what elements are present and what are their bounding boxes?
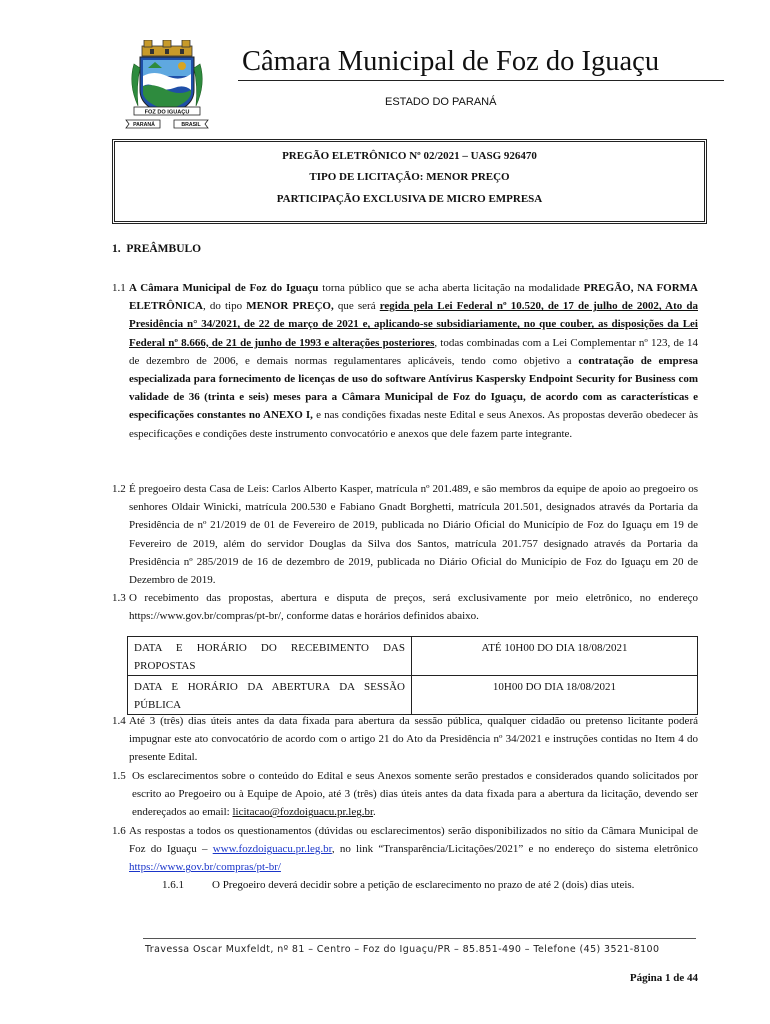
section-number: 1. [112,243,121,255]
contact-email-link[interactable]: licitacao@fozdoiguacu.pr.leg.br [232,806,374,819]
body-text: que será [333,300,380,313]
body-text: . [373,806,376,819]
paragraph-number: 1.1 [112,282,126,294]
paragraph-1-4 [112,712,698,767]
body-text: As respostas a todos os questionamentos (dúvidas ou esclarecimentos) serão disponibilizados no sítio da Câmara Municipal de Foz do Iguaçu – [129,825,698,856]
compras-link[interactable]: https://www.gov.br/compras/pt-br/ [129,861,281,874]
schedule-table [127,636,698,715]
crest-banner-top: FOZ DO IGUAÇU [144,109,190,116]
body-text: , do tipo [202,300,247,313]
paragraph-1-2 [112,480,698,589]
title-line-1: PREGÃO ELETRÔNICO Nº 02/2021 – UASG 926470 [282,150,537,162]
paragraph-number: 1.3 [112,592,126,604]
paragraph-number: 1.2 [112,483,126,495]
crest-banner-right: BRASIL [181,122,201,128]
body-text: , todas combinadas com a Lei Complementar nº 123, de 14 de dezembro de 2006, e demais normas regulamentares aplicáveis, tendo como objetivo a [129,336,698,367]
table-row [128,676,698,715]
paragraph-1-6-1 [162,876,698,895]
section-heading [112,243,201,255]
paragraph-1-3 [112,589,698,625]
table-cell-value: 10H00 DO DIA 18/08/2021 [412,676,698,715]
crown-icon [142,40,192,56]
header-divider [238,80,724,81]
paragraph-number: 1.6 [112,825,126,837]
contract-object-text: contratação de empresa especializada para fornecimento de licenças de uso do software Antívirus Kaspersky Endpoint Security for Business com validade de 36 (trinta e seis) meses para a Câmara Municipal de Foz do Iguaçu, de acordo com as características e especificações constantes no ANEXO I, [129,354,698,422]
paragraph-number: 1.6.1 [162,879,184,891]
paragraph-1-5 [112,767,698,822]
body-text: Até 3 (três) dias úteis antes da data fixada para abertura da sessão pública, qualquer cidadão ou pretenso licitante poderá impugnar este ato convocatório de acordo com o artigo 21 do Ato da Presidência nº 34/2021 e instruções contidas no Item 4 do presente Edital. [129,715,698,764]
title-line-2: TIPO DE LICITAÇÃO: MENOR PREÇO [309,171,510,183]
body-text: O recebimento das propostas, abertura e disputa de preços, será exclusivamente por meio eletrônico, no endereço https://www.gov.br/compras/pt-br/, conforme datas e horários definidos abaixo. [129,592,698,623]
table-cell-label: DATA E HORÁRIO DO RECEBIMENTO DAS PROPOSTAS [128,637,412,676]
paragraph-number: 1.4 [112,715,126,727]
paragraph-1-1 [112,279,698,443]
legal-basis-text: regida pela Lei Federal nº 10.520, de 17 de julho de 2002, Ato da Presidência n° 34/2021, de 22 de março de 2021 e, aplicando-se subsidiariamente, no que couber, as disposições da Lei Federal nº 8.666, de 21 de junho de 1993 e alterações posteriores [129,300,698,349]
title-line-3: PARTICIPAÇÃO EXCLUSIVA DE MICRO EMPRESA [276,193,543,205]
body-text: e nas condições fixadas neste Edital e seus Anexos. As propostas deverão obedecer às especificações e condições deste instrumento convocatório e anexos que dele fazem parte integrante. [129,409,698,440]
footer-divider [143,938,696,939]
section-title: PREÂMBULO [126,243,202,255]
municipal-crest-logo [124,40,210,132]
body-text: A Câmara Municipal de Foz do Iguaçu [129,282,319,294]
body-text: , no link “Transparência/Licitações/2021” e no endereço do sistema eletrônico [331,843,698,856]
body-text: É pregoeiro desta Casa de Leis: Carlos Alberto Kasper, matrícula nº 201.489, e são membros da equipe de apoio ao pregoeiro os senhores Oldair Winicki, matrícula 200.530 e Fabiano Gnadt Borghetti, matrícula 201.501, designados através da Portaria da Presidência de nº 21/2019 de 01 de Fevereiro de 2019, publicada no Diário Oficial do Município de Foz do Iguaçu em 19 de Fevereiro de 2019, além do servidor Douglas da Silva dos Santos, matrícula 201.757 designado através da Portaria da Presidência nº 285/2019 de 16 de dezembro de 2019, publicada no Diário Oficial do Município de Foz do Iguaçu em 20 de Dezembro de 2019. [129,483,698,587]
page-total: 44 [687,972,698,984]
page-number [630,972,698,984]
footer-address: Travessa Oscar Muxfeldt, nº 81 – Centro – Foz do Iguaçu/PR – 85.851-490 – Telefone (45) 3521-8100 [145,944,660,955]
page-label: Página [629,972,665,984]
page-current: 1 [665,972,671,984]
body-text: Os esclarecimentos sobre o conteúdo do Edital e seus Anexos somente serão prestados e considerados quando solicitados por escrito ao Pregoeiro ou à Equipe de Apoio, até 3 (três) dias úteis antes da data fixada para a abertura da licitação, devendo ser endereçados ao email: [132,770,698,819]
paragraph-1-6 [112,822,698,877]
body-text: O Pregoeiro deverá decidir sobre a petição de esclarecimento no prazo de até 2 (dois) dias uteis. [212,879,635,891]
paragraph-number: 1.5 [112,770,126,782]
organization-name: Câmara Municipal de Foz do Iguaçu [242,46,660,77]
table-row [128,637,698,676]
state-name: ESTADO DO PARANÁ [385,96,497,108]
body-text: PREGÃO, NA FORMA ELETRÔNICA [129,282,698,313]
website-link[interactable]: www.fozdoiguacu.pr.leg.br [212,843,332,856]
title-box [112,139,707,224]
body-text: MENOR PREÇO, [246,300,334,313]
table-cell-value: ATÉ 10H00 DO DIA 18/08/2021 [412,637,698,676]
page-label: de [670,972,687,984]
table-cell-label: DATA E HORÁRIO DA ABERTURA DA SESSÃO PÚBLICA [128,676,412,715]
body-text: torna público que se acha aberta licitação na modalidade [318,282,584,294]
crest-banner-left: PARANÁ [133,122,155,128]
